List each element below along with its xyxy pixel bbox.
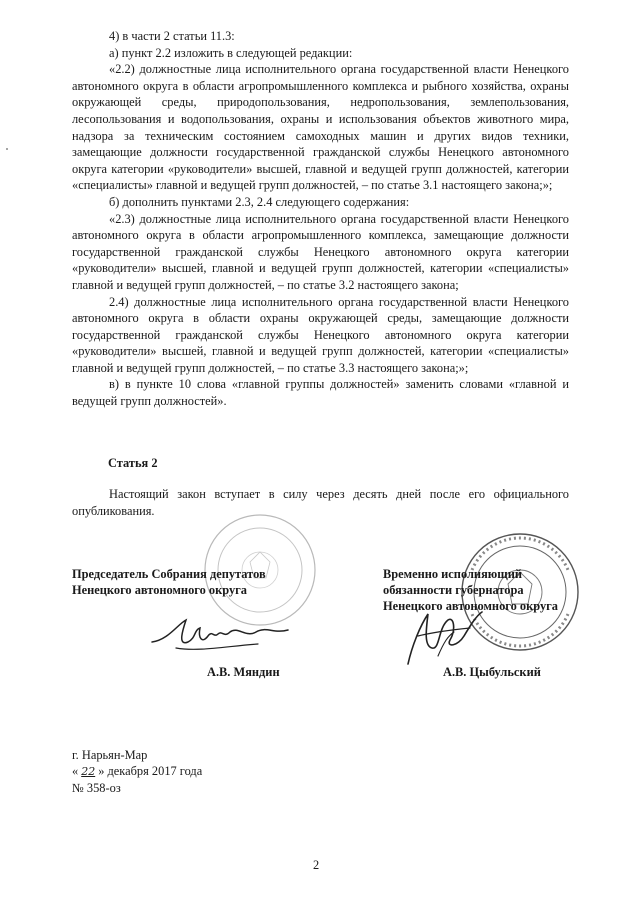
paragraph-item-v: в) в пункте 10 слова «главной группы должностей» заменить словами «главной и ведущей групп должностей». [72, 377, 569, 409]
paragraph-point-2-2: «2.2) должностные лица исполнительного органа государственной власти Ненецкого автономного округа в области агропромышленного комплекса и рыбного хозяйства, охраны окружающей среды, природопользования, недропользования, землепользования, лесопользования и водопользования, охраны и использования объектов животного мира, надзора за техническим состоянием самоходных машин и других видов техники, замещающие должности государственной гражданской службы Ненецкого автономного округа категории «руководители» высшей, главной и ведущей групп должностей, категории «специалисты» главной и ведущей групп должностей, – по статье 3.1 настоящего закона;»; [72, 62, 569, 193]
signature-right [398, 606, 494, 668]
signature-left [148, 612, 308, 660]
city-line: г. Нарьян-Мар [72, 748, 148, 762]
paragraph-item-a: а) пункт 2.2 изложить в следующей редакции: [109, 45, 353, 60]
date-month-year: » декабря 2017 года [98, 764, 203, 778]
paragraph-part-heading: 4) в части 2 статьи 11.3: [109, 29, 235, 43]
paragraph-point-2-3: «2.3) должностные лица исполнительного органа государственной власти Ненецкого автономного округа в области агропромышленного комплекса, замещающие должности государственной гражданской службы Ненецкого автономного округа категории «руководители» высшей, главной и ведущей групп должностей, категории «специалисты» главной и ведущей групп должностей, – по статье 3.2 настоящего закона; [72, 211, 569, 292]
paragraph-item-b: б) дополнить пунктами 2.3, 2.4 следующего содержания: [109, 194, 410, 209]
signatory-left-name: А.В. Мяндин [207, 665, 280, 679]
signatory-right-line2: обязанности губернатора [383, 583, 524, 597]
page-number: 2 [313, 858, 320, 872]
amendment-text [72, 28, 569, 410]
signatory-right-line3: Ненецкого автономного округа [383, 599, 558, 613]
signatory-right-name: А.В. Цыбульский [443, 665, 541, 679]
scan-speck [6, 148, 8, 150]
signatory-left-line2: Ненецкого автономного округа [72, 583, 247, 597]
article-text: Настоящий закон вступает в силу через десять дней после его официального опубликования. [72, 487, 569, 518]
signatory-left-line1: Председатель Собрания депутатов [72, 567, 266, 581]
date-open-quote: « [72, 764, 79, 778]
signatory-left-title [72, 566, 266, 598]
paragraph-point-2-4: 2.4) должностные лица исполнительного органа государственной власти Ненецкого автономного округа в области охраны окружающей среды, замещающие должности государственной гражданской службы Ненецкого автономного округа категории «руководители» высшей, главной и ведущей групп должностей, категории «специалисты» главной и ведущей групп должностей, – по статье 3.3 настоящего закона;»; [72, 294, 569, 375]
place-date-block [72, 747, 202, 796]
signatory-right-line1: Временно исполняющий [383, 567, 522, 581]
date-line [72, 763, 202, 780]
law-number: № 358-оз [72, 781, 121, 795]
article-title: Статья 2 [108, 456, 158, 470]
date-day-handwritten: 22 [81, 765, 96, 778]
